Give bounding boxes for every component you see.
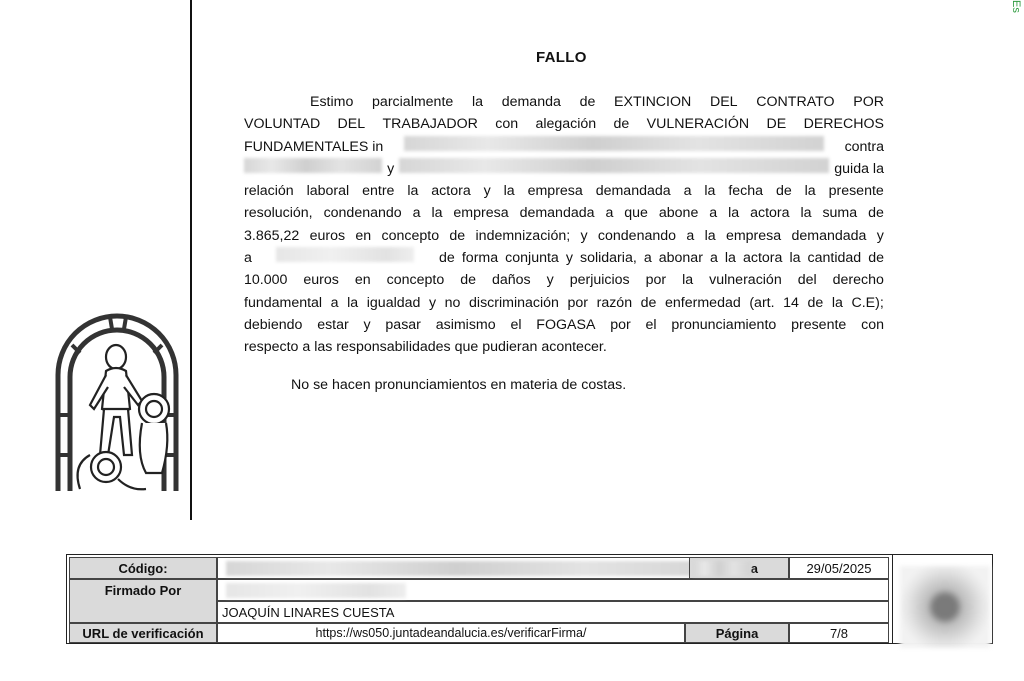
ruling-word: concepto [381, 227, 440, 244]
ruling-word: la [407, 183, 419, 200]
redacted-text [404, 136, 824, 151]
signature-table [66, 554, 893, 644]
ruling-word: a [686, 227, 695, 244]
ruling-word: POR [853, 94, 884, 110]
ruling-word: actora [431, 183, 471, 200]
ruling-word: condenando [597, 227, 677, 244]
ruling-word: la [800, 205, 812, 222]
ruling-line-11 [244, 314, 884, 336]
ruling-line-5 [244, 180, 884, 202]
ruling-word: el [510, 316, 522, 333]
ruling-word: la [503, 183, 515, 200]
ruling-word: VULNERACIÓN [646, 116, 750, 133]
ruling-line-9 [244, 269, 884, 291]
pagina-value: 7/8 [789, 623, 889, 643]
ruling-word: la [804, 183, 816, 200]
ruling-word: entre [362, 183, 395, 200]
ruling-word: Estimo [310, 94, 354, 110]
redacted-text [226, 583, 406, 598]
ruling-word: C.E); [851, 294, 884, 311]
ruling-line-12 [244, 336, 884, 358]
ruling-word: la [704, 227, 716, 244]
ruling-word: en [354, 272, 371, 289]
ruling-word: derecho [832, 272, 884, 289]
ruling-text: y [387, 160, 395, 177]
ruling-text: a [244, 250, 252, 267]
margin-rule [190, 0, 192, 520]
ruling-word: discriminación [469, 294, 559, 311]
ruling-line-3 [244, 136, 884, 158]
firmado-value: JOAQUÍN LINARES CUESTA [217, 601, 889, 623]
ruling-word: alegación [535, 116, 597, 133]
ruling-word: y [876, 227, 884, 244]
ruling-word: indemnización; [475, 227, 571, 244]
ruling-word: demandada [595, 183, 671, 200]
ruling-word: por [610, 316, 631, 333]
ruling-word: DE [766, 116, 787, 133]
ruling-word: a [330, 294, 339, 311]
ruling-word: 3.865,22 [244, 227, 300, 244]
ruling-word: relación [244, 183, 294, 200]
ruling-word: DEL [709, 94, 738, 110]
ruling-word: la [471, 94, 484, 110]
ruling-paragraph [244, 91, 884, 359]
ruling-word: de [807, 294, 824, 311]
ruling-word: suma [822, 205, 858, 222]
ruling-word: la [682, 272, 694, 289]
ruling-line-10 [244, 292, 884, 314]
ruling-text: FUNDAMENTALES in [244, 138, 384, 155]
ruling-word: y [363, 316, 371, 333]
ruling-word: la [831, 294, 843, 311]
ruling-word: y [580, 227, 588, 244]
redacted-text [276, 247, 414, 262]
ruling-text: guida la [834, 160, 884, 177]
costs-paragraph: No se hacen pronunciamientos en materia de costas. [291, 377, 627, 393]
ruling-word: de [579, 94, 596, 110]
ruling-word: CONTRATO [756, 94, 835, 110]
ruling-word: no [444, 294, 461, 311]
junta-andalucia-emblem-icon [50, 305, 184, 493]
fecha-label-text: a [750, 560, 758, 576]
ruling-word: 10.000 [244, 272, 288, 289]
ruling-word: presente [828, 183, 884, 200]
ruling-text: respecto a las responsabilidades que pudieran acontecer. [244, 339, 607, 356]
url-label: URL de verificación [69, 623, 217, 643]
ruling-line-7 [244, 225, 884, 247]
fecha-value: 29/05/2025 [789, 557, 889, 579]
ruling-word: de [460, 272, 476, 289]
ruling-line-1 [244, 91, 884, 113]
ruling-word: a [605, 205, 614, 222]
ruling-word: demandada [519, 205, 595, 222]
ruling-word: con [495, 116, 519, 133]
ruling-word: vulneración [709, 272, 782, 289]
ruling-word: la [347, 294, 359, 311]
ruling-word: debiendo [244, 316, 303, 333]
ruling-word: la [728, 205, 740, 222]
ruling-word: DERECHOS [803, 116, 884, 133]
ruling-line-8 [244, 247, 884, 269]
ruling-word: FOGASA [536, 316, 596, 333]
ruling-word: actora [750, 205, 790, 222]
ruling-word: de [868, 205, 884, 222]
codigo-label: Código: [69, 557, 217, 579]
ruling-word: por [645, 272, 667, 289]
ruling-word: parcialmente [372, 94, 454, 110]
ruling-text: contra [844, 138, 884, 155]
ruling-word: concepto [386, 272, 445, 289]
ruling-word: DEL [337, 116, 366, 133]
ruling-word: pasar [385, 316, 421, 333]
ruling-word: TRABAJADOR [382, 116, 478, 133]
ruling-word: empresa [725, 227, 782, 244]
ruling-word: a [683, 183, 692, 200]
ruling-word: presente [791, 316, 847, 333]
firmado-redacted [217, 579, 889, 601]
redacted-text [399, 158, 829, 173]
section-title: FALLO [536, 49, 587, 66]
ruling-word: EXTINCION [614, 94, 692, 110]
ruling-word: en [355, 227, 372, 244]
ruling-word: y [546, 272, 554, 289]
edge-mark: Es [1010, 0, 1022, 13]
redacted-text [693, 561, 751, 576]
ruling-word: de [640, 294, 657, 311]
ruling-word: fundamental [244, 294, 323, 311]
ruling-word: abone [658, 205, 699, 222]
verification-url[interactable]: https://ws050.juntadeandalucia.es/verificarFirma/ [217, 623, 685, 643]
ruling-word: de [613, 116, 630, 133]
ruling-word: el [645, 316, 657, 333]
fecha-label [689, 557, 789, 579]
ruling-word: euros [309, 227, 346, 244]
ruling-word: la [704, 183, 716, 200]
ruling-line-2 [244, 113, 884, 135]
ruling-word: perjuicios [569, 272, 630, 289]
signature-footer [66, 554, 993, 644]
ruling-word: enfermedad [665, 294, 741, 311]
ruling-word: a [412, 205, 421, 222]
ruling-text: de forma conjunta y solidaria, a abonar a la actora la cantidad de [439, 250, 884, 267]
ruling-word: empresa [453, 205, 509, 222]
ruling-word: resolución, [244, 205, 313, 222]
ruling-word: condenando [323, 205, 402, 222]
ruling-word: por [567, 294, 589, 311]
ruling-word: daños [491, 272, 531, 289]
ruling-word: fecha [728, 183, 764, 200]
ruling-word: VOLUNTAD [244, 116, 321, 133]
redacted-text [226, 561, 738, 576]
ruling-word: demandada [791, 227, 867, 244]
ruling-line-4 [244, 158, 884, 180]
ruling-word: y [429, 294, 437, 311]
ruling-word: 14 [783, 294, 799, 311]
ruling-word: euros [303, 272, 339, 289]
ruling-word: empresa [527, 183, 583, 200]
ruling-word: igualdad [366, 294, 421, 311]
ruling-word: razón [596, 294, 633, 311]
qr-code-icon [900, 566, 990, 648]
ruling-word: del [797, 272, 817, 289]
firmado-label-spacer [69, 601, 217, 623]
ruling-word: con [861, 316, 884, 333]
firmado-label: Firmado Por [69, 579, 217, 601]
ruling-word: laboral [306, 183, 350, 200]
ruling-line-6 [244, 202, 884, 224]
ruling-word: estar [317, 316, 349, 333]
codigo-value [217, 557, 747, 579]
ruling-word: pronunciamiento [671, 316, 777, 333]
ruling-word: la [431, 205, 443, 222]
ruling-word: demanda [501, 94, 561, 110]
ruling-word: de [449, 227, 466, 244]
ruling-word: de [775, 183, 792, 200]
ruling-word: asimismo [435, 316, 496, 333]
ruling-word: y [483, 183, 491, 200]
pagina-label: Página [685, 623, 789, 643]
ruling-word: que [624, 205, 648, 222]
ruling-word: a [709, 205, 718, 222]
redacted-text [244, 158, 382, 173]
ruling-word: (art. [749, 294, 775, 311]
